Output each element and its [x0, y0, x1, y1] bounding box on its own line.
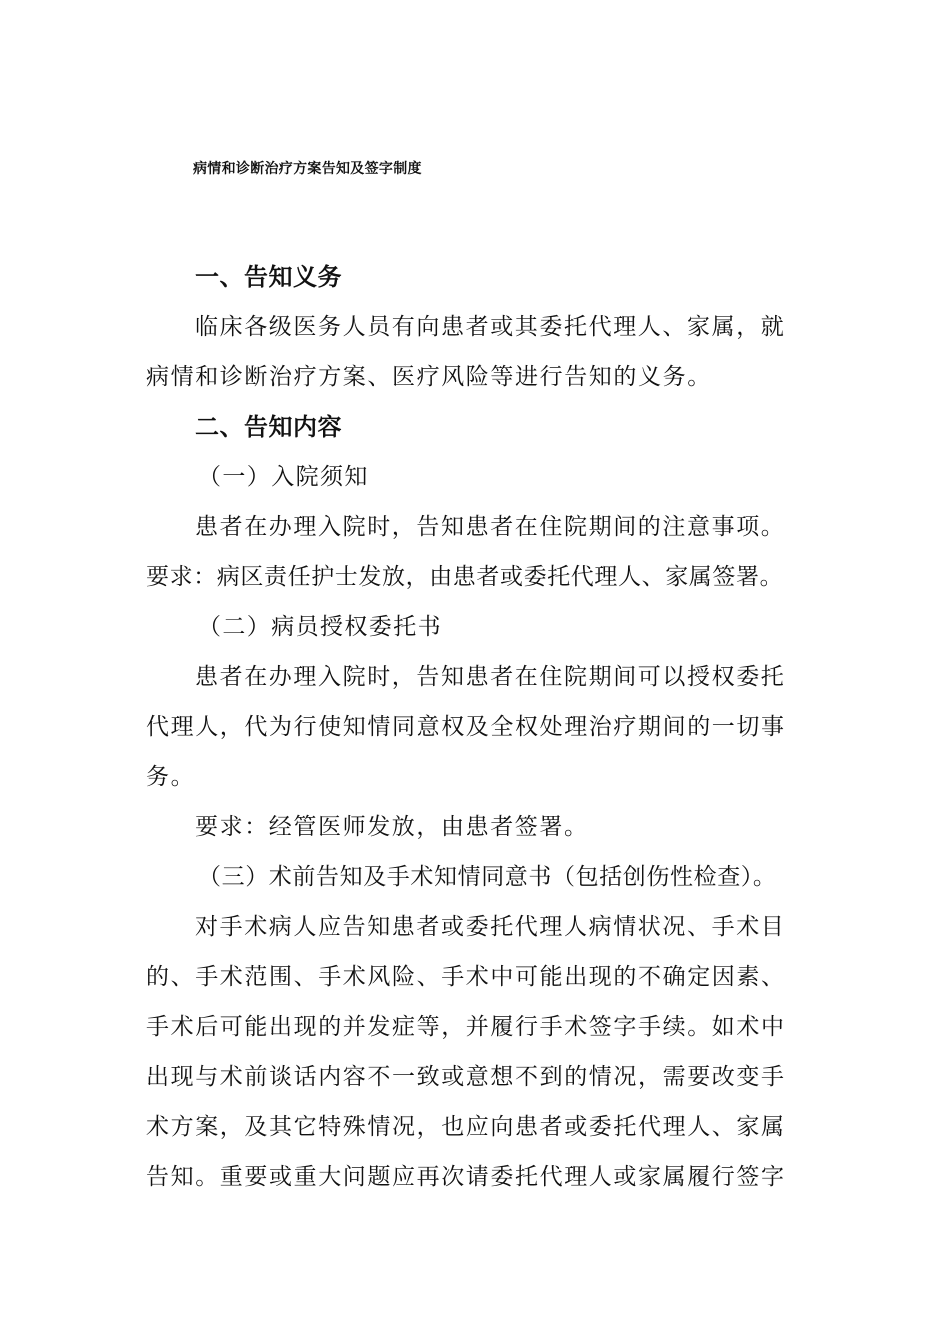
- paragraph-line: 对手术病人应告知患者或委托代理人病情状况、手术目: [195, 914, 786, 940]
- section-heading-notification-content: 二、告知内容: [195, 413, 342, 441]
- paragraph-line: 手术后可能出现的并发症等，并履行手术签字手续。如术中: [146, 1014, 786, 1040]
- subsection-heading-authorization: （二）病员授权委托书: [198, 614, 442, 640]
- paragraph-line: 的、手术范围、手术风险、手术中可能出现的不确定因素、: [146, 964, 786, 990]
- paragraph-line: 要求：经管医师发放，由患者签署。: [195, 814, 589, 840]
- subsection-heading-admission-notice: （一）入院须知: [198, 464, 369, 490]
- paragraph-line: 病情和诊断治疗方案、医疗风险等进行告知的义务。: [146, 364, 712, 390]
- paragraph-line: 患者在办理入院时，告知患者在住院期间的注意事项。: [195, 514, 786, 540]
- paragraph-line: 务。: [146, 764, 196, 790]
- paragraph-line: 出现与术前谈话内容不一致或意想不到的情况，需要改变手: [146, 1064, 786, 1090]
- paragraph-line: 告知。重要或重大问题应再次请委托代理人或家属履行签字: [146, 1164, 786, 1190]
- paragraph-line: 临床各级医务人员有向患者或其委托代理人、家属，就: [195, 314, 786, 340]
- document-title: 病情和诊断治疗方案告知及签字制度: [193, 161, 422, 177]
- paragraph-line: 术方案，及其它特殊情况，也应向患者或委托代理人、家属: [146, 1114, 786, 1140]
- section-heading-notification-duty: 一、告知义务: [195, 263, 342, 291]
- document-body: [146, 252, 816, 1202]
- paragraph-line: 要求：病区责任护士发放，由患者或委托代理人、家属签署。: [146, 564, 784, 590]
- paragraph-line: 代理人，代为行使知情同意权及全权处理治疗期间的一切事: [146, 714, 786, 740]
- subsection-heading-preoperative-consent: （三）术前告知及手术知情同意书（包括创伤性检查）。: [198, 864, 777, 890]
- paragraph-line: 患者在办理入院时，告知患者在住院期间可以授权委托: [195, 664, 786, 690]
